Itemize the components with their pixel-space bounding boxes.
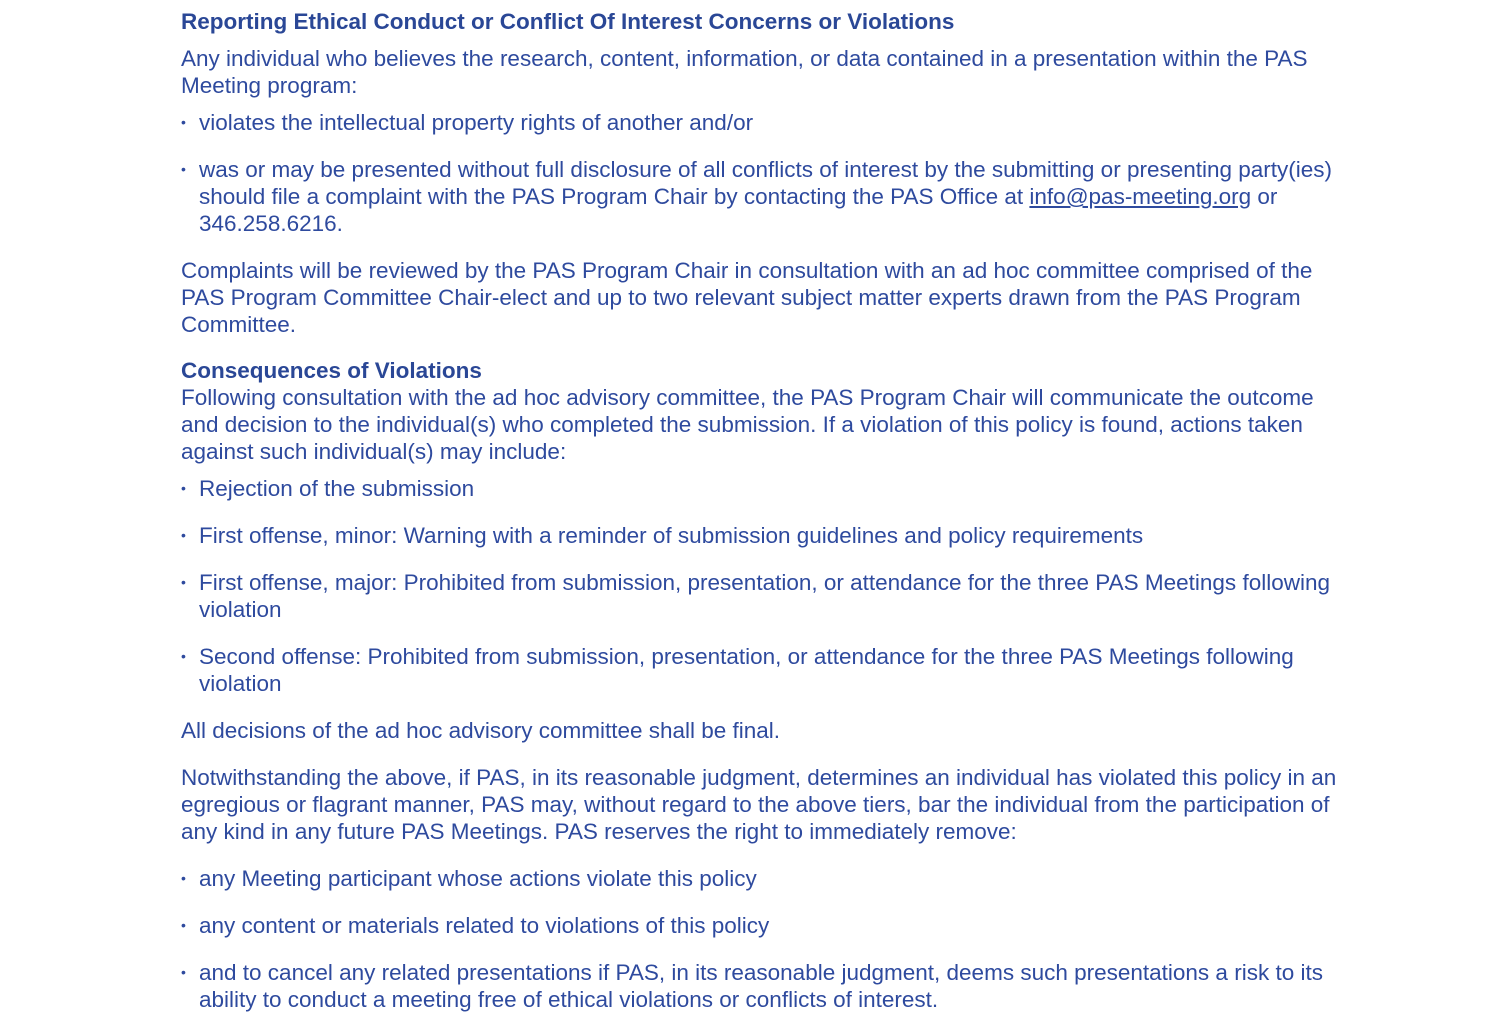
list-item-text: and to cancel any related presentations if PAS, in its reasonable judgment, deems such presentations a risk to its ability to conduct a meeting free of ethical violations or conflicts of interest. (199, 960, 1323, 1012)
list-item-text: Second offense: Prohibited from submission, presentation, or attendance for the three PAS Meetings following violation (199, 644, 1294, 696)
list-item-text: Rejection of the submission (199, 476, 475, 501)
actions-list (181, 475, 1341, 697)
bullet-marker: • (181, 574, 186, 590)
bullet-marker: • (181, 161, 186, 177)
list-item-text: was or may be presented without full disclosure of all conflicts of interest by the submitting or presenting party(ies) should file a complaint with the PAS Program Chair by contacting the PAS Office at (199, 157, 1333, 209)
list-item (181, 475, 1341, 502)
list-item-text: violates the intellectual property rights of another and/or (199, 110, 754, 135)
list-item (181, 959, 1341, 1013)
list-item (181, 912, 1341, 939)
list-item (181, 522, 1341, 549)
list-item-text: First offense, minor: Warning with a reminder of submission guidelines and policy requirements (199, 523, 1144, 548)
policy-document (181, 8, 1341, 1013)
review-paragraph: Complaints will be reviewed by the PAS Program Chair in consultation with an ad hoc committee comprised of the PAS Program Committee Chair-elect and up to two relevant subject matter experts drawn from the PAS Program Committee. (181, 258, 1313, 337)
list-item-text: any content or materials related to violations of this policy (199, 913, 770, 938)
email-link[interactable]: info@pas-meeting.org (1029, 184, 1252, 209)
section-heading-consequences: Consequences of Violations (181, 358, 482, 383)
list-item (181, 569, 1341, 623)
section-heading-reporting: Reporting Ethical Conduct or Conflict Of Interest Concerns or Violations (181, 9, 955, 34)
bullet-marker: • (181, 480, 186, 496)
consequences-intro: Following consultation with the ad hoc advisory committee, the PAS Program Chair will communicate the outcome and decision to the individual(s) who completed the submission. If a violation of this policy is found, actions taken against such individual(s) may include: (181, 385, 1314, 464)
list-item (181, 865, 1341, 892)
bullet-marker: • (181, 648, 186, 664)
reporting-intro: Any individual who believes the research, content, information, or data contained in a presentation within the PAS Meeting program: (181, 46, 1308, 98)
bullet-marker: • (181, 964, 186, 980)
bullet-marker: • (181, 114, 186, 130)
list-item (181, 109, 1341, 136)
list-item (181, 156, 1341, 237)
final-decisions: All decisions of the ad hoc advisory committee shall be final. (181, 718, 781, 743)
bullet-marker: • (181, 527, 186, 543)
list-item (181, 643, 1341, 697)
bullet-marker: • (181, 870, 186, 886)
reporting-list (181, 109, 1341, 237)
remove-list (181, 865, 1341, 1013)
list-item-text: any Meeting participant whose actions violate this policy (199, 866, 757, 891)
list-item-text: or 346.258.6216. (199, 184, 1278, 236)
list-item-text: First offense, major: Prohibited from submission, presentation, or attendance for the three PAS Meetings following violation (199, 570, 1330, 622)
notwithstanding-paragraph: Notwithstanding the above, if PAS, in its reasonable judgment, determines an individual has violated this policy in an egregious or flagrant manner, PAS may, without regard to the above tiers, bar the individual from the participation of any kind in any future PAS Meetings. PAS reserves the right to immediately remove: (181, 765, 1337, 844)
bullet-marker: • (181, 917, 186, 933)
